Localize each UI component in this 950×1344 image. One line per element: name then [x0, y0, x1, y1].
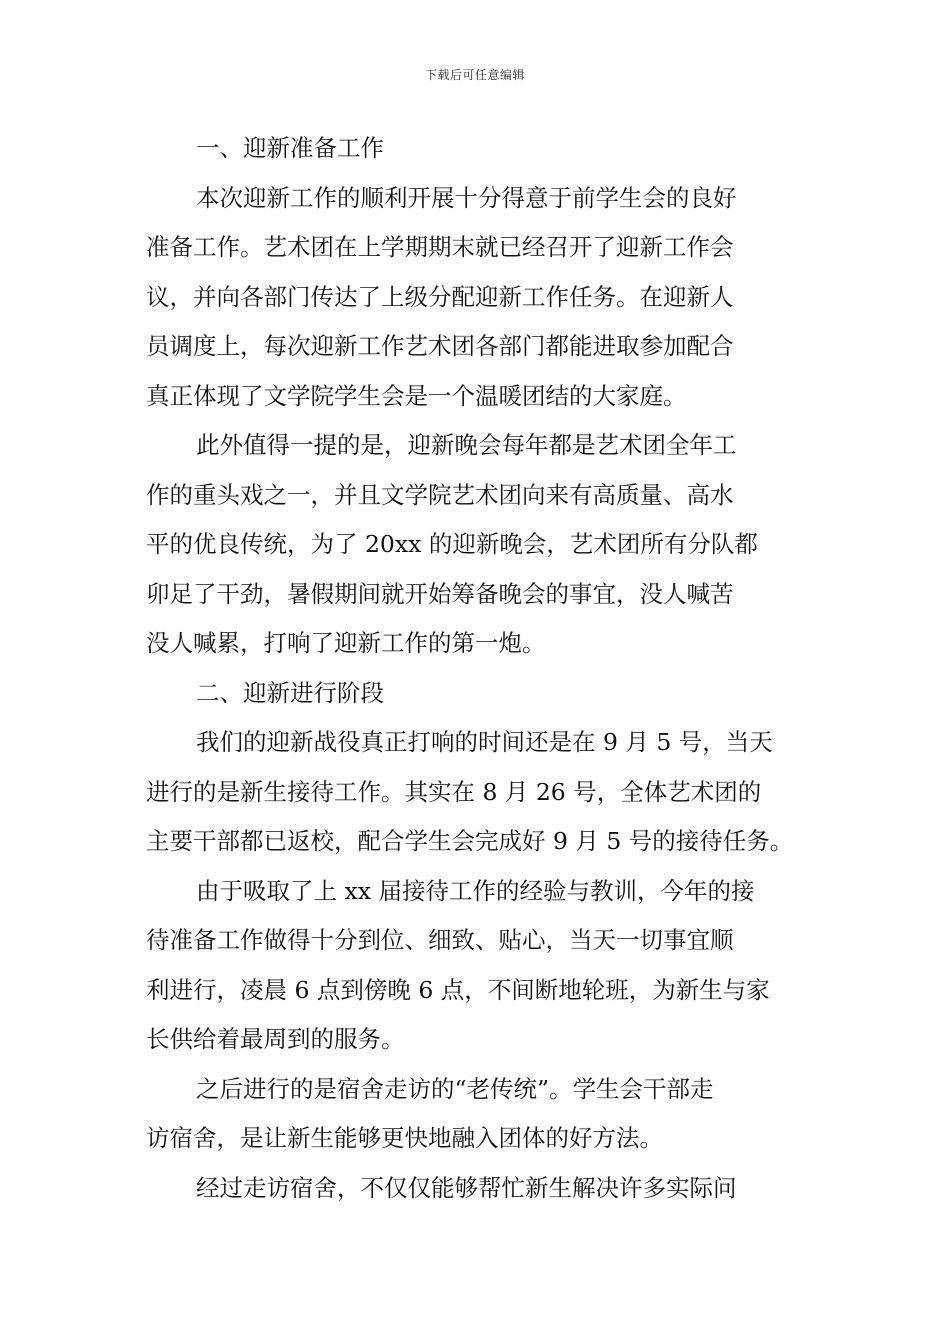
paragraph-line: 员调度上，每次迎新工作艺术团各部门都能进取参加配合	[146, 332, 734, 360]
paragraph-line: 我们的迎新战役真正打响的时间还是在 9 月 5 号，当天	[196, 728, 773, 756]
paragraph-line: 主要干部都已返校，配合学生会完成好 9 月 5 号的接待任务。	[146, 827, 794, 855]
header-note: 下载后可任意编辑	[424, 68, 525, 82]
paragraph-line: 作的重头戏之一，并且文学院艺术团向来有高质量、高水	[146, 480, 734, 509]
paragraph-line: 本次迎新工作的顺利开展十分得意于前学生会的良好	[196, 183, 737, 212]
paragraph-line: 进行的是新生接待工作。其实在 8 月 26 号，全体艺术团的	[146, 777, 762, 806]
paragraph-line: 卯足了干劲，暑假期间就开始筹备晚会的事宜，没人喊苦	[146, 579, 734, 608]
paragraph-line: 此外值得一提的是，迎新晚会每年都是艺术团全年工	[196, 431, 737, 459]
paragraph-line: 没人喊累，打响了迎新工作的第一炮。	[146, 629, 546, 657]
document-body	[146, 124, 806, 1213]
paragraph-line: 真正体现了文学院学生会是一个温暖团结的大家庭。	[146, 381, 687, 410]
paragraph-line: 准备工作。艺术团在上学期期末就已经召开了迎新工作会	[146, 233, 734, 261]
paragraph-line: 之后进行的是宿舍走访的“老传统”。学生会干部走	[196, 1074, 714, 1103]
paragraph-line: 议，并向各部门传达了上级分配迎新工作任务。在迎新人	[146, 282, 734, 311]
paragraph-line: 平的优良传统，为了 20xx 的迎新晚会，艺术团所有分队都	[146, 530, 758, 558]
paragraph-line: 访宿舍，是让新生能够更快地融入团体的好方法。	[146, 1124, 663, 1152]
section-heading: 一、迎新准备工作	[196, 134, 384, 162]
paragraph-line: 经过走访宿舍，不仅仅能够帮忙新生解决许多实际问	[196, 1173, 737, 1202]
paragraph-line: 由于吸取了上 xx 届接待工作的经验与教训，今年的接	[196, 876, 755, 905]
section-heading: 二、迎新进行阶段	[196, 678, 384, 707]
paragraph-line: 利进行，凌晨 6 点到傍晚 6 点，不间断地轮班，为新生与家	[146, 975, 770, 1004]
paragraph-line: 待准备工作做得十分到位、细致、贴心，当天一切事宜顺	[146, 926, 734, 954]
paragraph-line: 长供给着最周到的服务。	[146, 1025, 405, 1053]
